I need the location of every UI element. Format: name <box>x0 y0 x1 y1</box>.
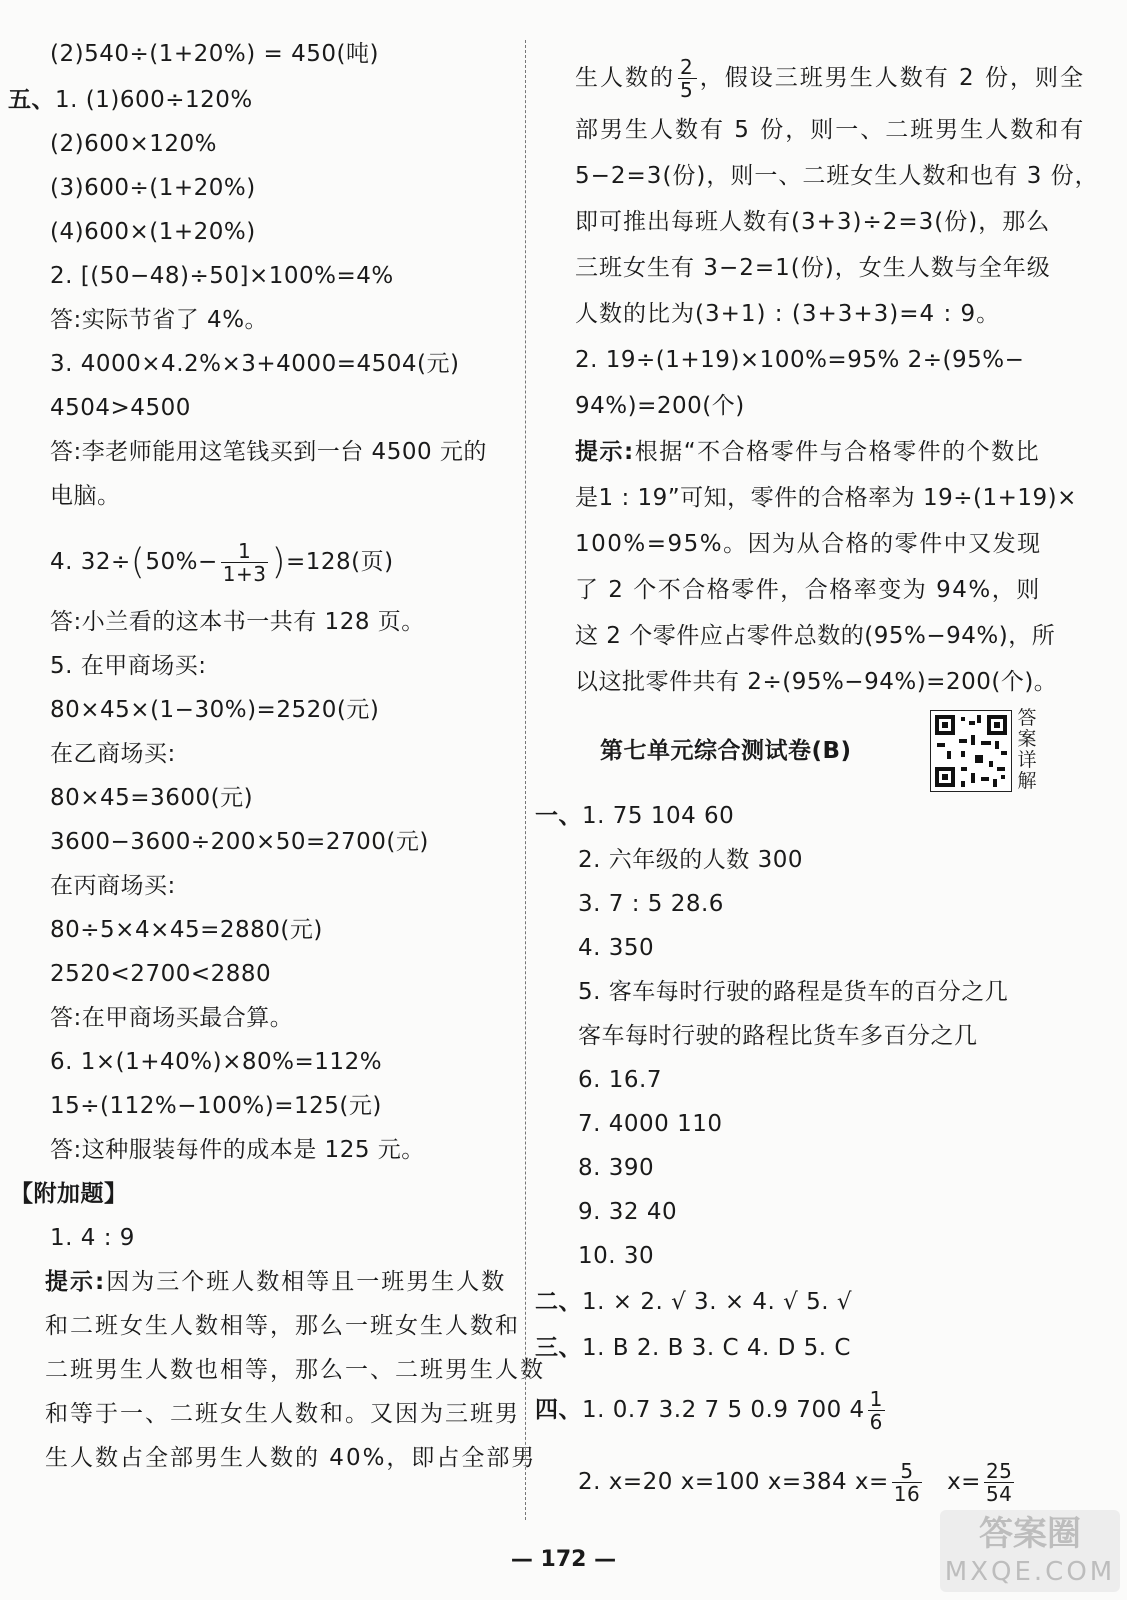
answer-line: 9. 32 40 <box>578 1199 678 1225</box>
close-paren: ) <box>271 541 287 583</box>
watermark-text: 答案圈 <box>979 1514 1081 1554</box>
hint-head: 提示: <box>575 439 635 465</box>
answer-line: 1. 4 : 9 <box>50 1225 135 1251</box>
qr-code-icon <box>930 710 1012 792</box>
answer-line: 客车每时行驶的路程比货车多百分之几 <box>578 1023 978 1049</box>
answer-line <box>535 1388 888 1433</box>
watermark-url: MXQE.COM <box>944 1557 1116 1587</box>
fraction-denominator: 1+3 <box>222 562 267 586</box>
fraction <box>221 540 269 585</box>
hint-text: 因为三个班人数相等且一班男生人数 <box>106 1269 507 1295</box>
section-head: 四、 <box>535 1397 582 1423</box>
fraction-numerator: 5 <box>900 1459 914 1483</box>
answer-line: 6. 1×(1+40%)×80%=112% <box>50 1049 383 1075</box>
answer-line: (2)540÷(1+20%) = 450(吨) <box>50 41 379 67</box>
section-head: 二、 <box>535 1289 582 1315</box>
qr-label: 答案详解 <box>1017 707 1037 792</box>
answer-line <box>8 86 253 114</box>
hint-line: 生人数占全部男生人数的 40%，即占全部男 <box>45 1445 537 1471</box>
answer-line: 2520<2700<2880 <box>50 961 272 987</box>
answer-line: 在乙商场买: <box>50 741 176 767</box>
section-title: 第七单元综合测试卷(B) <box>600 738 852 764</box>
answer-line: 5. 客车每时行驶的路程是货车的百分之几 <box>578 979 1009 1005</box>
answer-text: =128(页) <box>286 549 394 575</box>
hint-head: 提示: <box>45 1269 107 1295</box>
section-head: 五、 <box>8 87 55 113</box>
fraction <box>868 1388 885 1433</box>
answer-line: 3. 4000×4.2%×3+4000=4504(元) <box>50 351 460 377</box>
answer-line: (4)600×(1+20%) <box>50 219 256 245</box>
hint-line: 和等于一、二班女生人数和。又因为三班男 <box>45 1401 520 1427</box>
open-paren: ( <box>130 541 146 583</box>
section-head: 一、 <box>535 803 582 829</box>
answer-line: 5. 在甲商场买: <box>50 653 207 679</box>
answer-line <box>535 1334 851 1362</box>
answer-text: 1. 75 104 60 <box>582 803 735 829</box>
answer-text: 1. (1)600÷120% <box>55 87 253 113</box>
hint-line: 和二班女生人数相等，那么一班女生人数和 <box>45 1313 520 1339</box>
answer-line: 答:实际节省了 4%。 <box>50 307 269 333</box>
answer-line: 80×45×(1−30%)=2520(元) <box>50 697 380 723</box>
fraction-denominator: 5 <box>680 78 695 102</box>
answer-line: 2. [(50−48)÷50]×100%=4% <box>50 263 394 289</box>
hint-line: 人数的比为(3+1) : (3+3+3)=4 : 9。 <box>575 301 1001 327</box>
answer-line: 2. 六年级的人数 300 <box>578 847 803 873</box>
answer-line: 8. 390 <box>578 1155 655 1181</box>
hint-text: 生人数的 <box>575 65 675 91</box>
answer-line: 答:在甲商场买最合算。 <box>50 1005 294 1031</box>
answer-line: 7. 4000 110 <box>578 1111 723 1137</box>
answer-line: 80×45=3600(元) <box>50 785 254 811</box>
answer-line: 3. 7 : 5 28.6 <box>578 891 724 917</box>
fraction-numerator: 2 <box>680 55 695 79</box>
answer-text: 1. B 2. B 3. C 4. D 5. C <box>582 1335 851 1361</box>
column-divider <box>525 40 526 1520</box>
answer-line: 15÷(112%−100%)=125(元) <box>50 1093 382 1119</box>
hint-line: 5−2=3(份)，则一、二班女生人数和也有 3 份， <box>575 163 1099 189</box>
fraction <box>678 56 697 101</box>
answer-line: 答:这种服装每件的成本是 125 元。 <box>50 1137 425 1163</box>
hint-line: 部男生人数有 5 份，则一、二班男生人数和有 <box>575 117 1086 143</box>
answer-line: 2. 19÷(1+19)×100%=95% 2÷(95%− <box>575 347 1025 373</box>
fraction-numerator: 1 <box>237 539 252 563</box>
answer-line: 答:李老师能用这笔钱买到一台 4500 元的 <box>50 439 487 465</box>
answer-text: 50%− <box>145 549 218 575</box>
answer-line: 80÷5×4×45=2880(元) <box>50 917 323 943</box>
hint-line: 这 2 个零件应占零件总数的(95%−94%)，所 <box>575 623 1056 649</box>
bonus-heading: 【附加题】 <box>10 1181 128 1207</box>
answer-line: 4. 350 <box>578 935 655 961</box>
fraction-numerator: 25 <box>985 1459 1013 1483</box>
answer-line: (2)600×120% <box>50 131 218 157</box>
answer-line: 10. 30 <box>578 1243 655 1269</box>
answer-line <box>535 1288 852 1316</box>
answer-line <box>535 802 734 830</box>
hint-text: 根据“不合格零件与合格零件的个数比 <box>634 439 1041 465</box>
answer-line: 3600−3600÷200×50=2700(元) <box>50 829 429 855</box>
hint-line: 是1 : 19”可知，零件的合格率为 19÷(1+19)× <box>575 485 1077 511</box>
hint-line: 100%=95%。因为从合格的零件中又发现 <box>575 531 1042 557</box>
answer-text: 2. x=20 x=100 x=384 x= <box>578 1469 889 1495</box>
fraction-denominator: 6 <box>869 1410 883 1434</box>
hint-line: 二班男生人数也相等，那么一、二班男生人数 <box>45 1357 545 1383</box>
answer-line <box>578 1460 1017 1505</box>
page-number: — 172 — <box>510 1547 617 1572</box>
answer-text: 1. × 2. √ 3. × 4. √ 5. √ <box>582 1289 853 1315</box>
hint-line: 了 2 个不合格零件，合格率变为 94%，则 <box>575 577 1041 603</box>
answer-line: 4504>4500 <box>50 395 191 421</box>
hint-line: 三班女生有 3−2=1(份)，女生人数与全年级 <box>575 255 1051 281</box>
answer-text: 4. 32÷ <box>50 549 131 575</box>
fraction <box>892 1460 922 1505</box>
hint-line <box>575 438 1040 466</box>
answer-line: (3)600÷(1+20%) <box>50 175 256 201</box>
answer-line: 电脑。 <box>50 483 121 509</box>
fraction-denominator: 54 <box>985 1482 1013 1506</box>
fraction-denominator: 16 <box>893 1482 921 1506</box>
hint-line: 以这批零件共有 2÷(95%−94%)=200(个)。 <box>575 669 1058 695</box>
answer-line: 6. 16.7 <box>578 1067 662 1093</box>
hint-line <box>575 56 1085 101</box>
hint-line <box>45 1268 506 1296</box>
section-head: 三、 <box>535 1335 582 1361</box>
answer-line <box>50 540 394 585</box>
answer-text: 1. 0.7 3.2 7 5 0.9 700 4 <box>582 1397 865 1423</box>
watermark-logo <box>940 1510 1120 1592</box>
answer-line: 在丙商场买: <box>50 873 176 899</box>
fraction-numerator: 1 <box>869 1387 883 1411</box>
fraction <box>984 1460 1014 1505</box>
answer-line: 94%)=200(个) <box>575 393 745 419</box>
answer-line: 答:小兰看的这本书一共有 128 页。 <box>50 609 425 635</box>
hint-line: 即可推出每班人数有(3+3)÷2=3(份)，那么 <box>575 209 1051 235</box>
answer-text: x= <box>947 1469 981 1495</box>
hint-text: ，假设三班男生人数有 2 份，则全 <box>699 65 1085 91</box>
